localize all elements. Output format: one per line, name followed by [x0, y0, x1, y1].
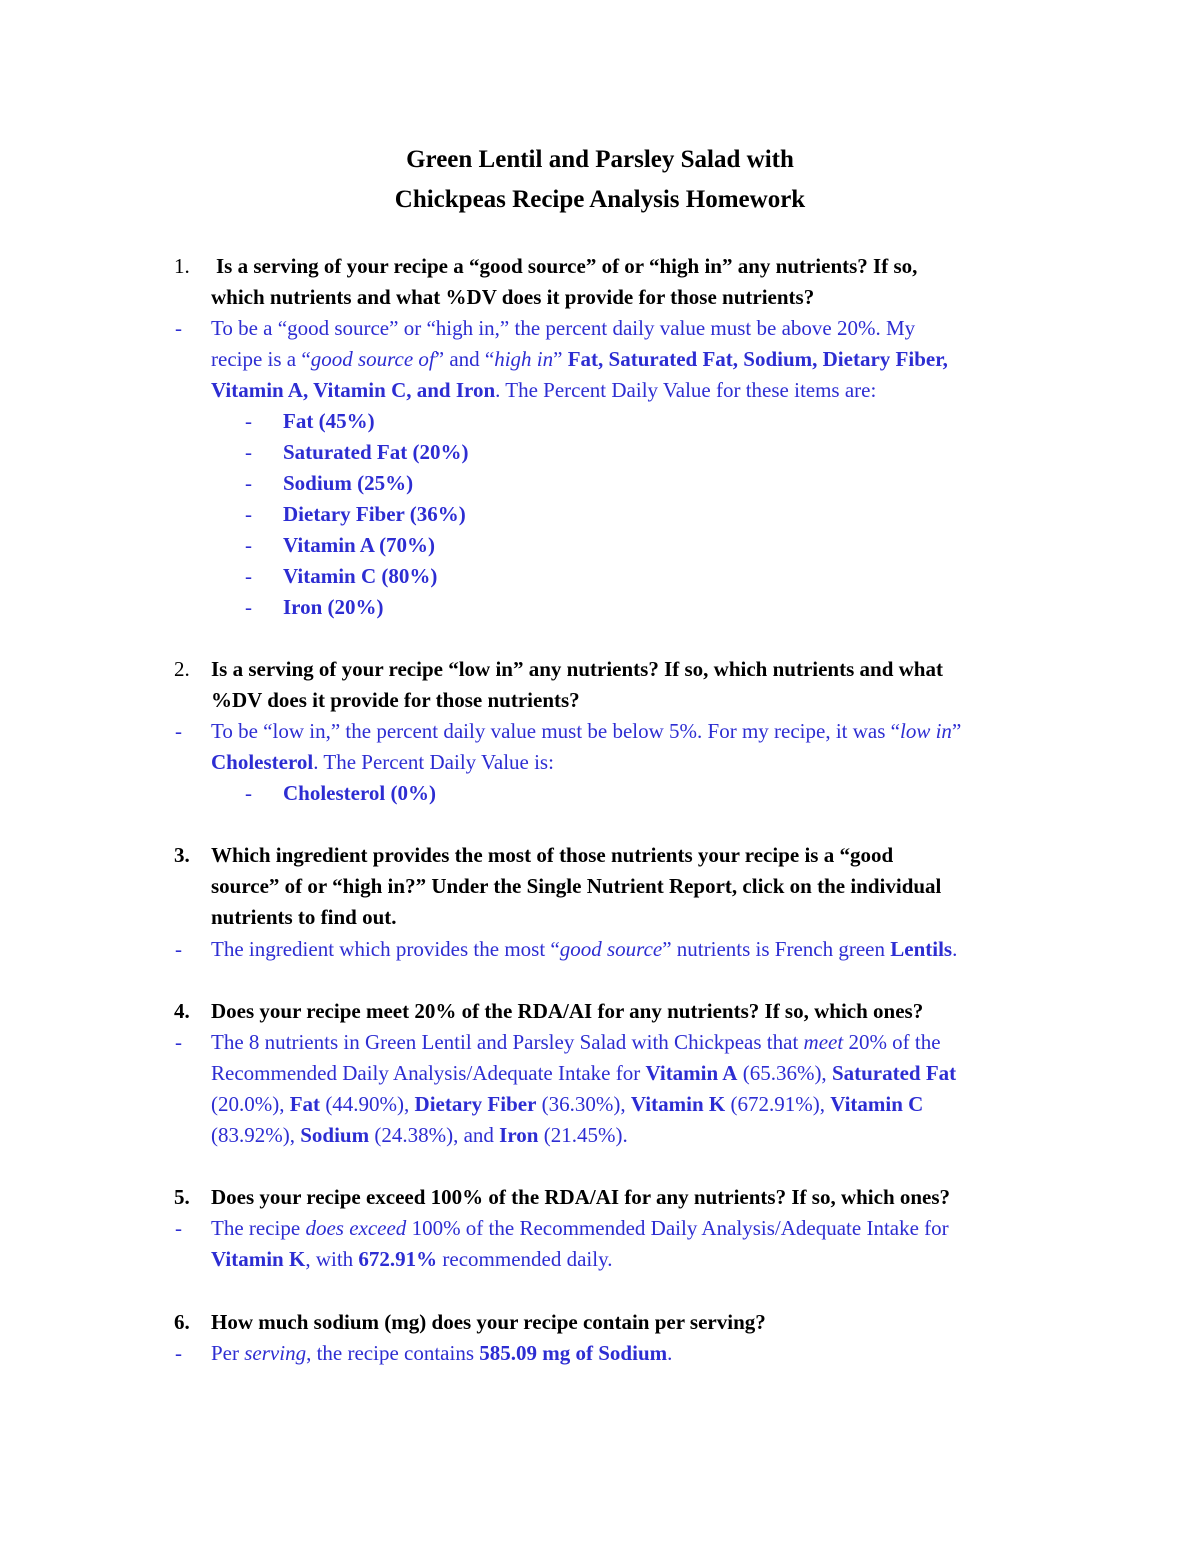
list-item: Saturated Fat (20%) — [283, 440, 469, 464]
q4-answer-line-1: The 8 nutrients in Green Lentil and Parsley Salad with Chickpeas that meet 20% of the — [211, 1030, 941, 1054]
list-bullet: - — [245, 471, 252, 495]
list-bullet: - — [245, 533, 252, 557]
q4-answer-line-2: Recommended Daily Analysis/Adequate Intake for Vitamin A (65.36%), Saturated Fat — [211, 1061, 957, 1085]
q3-question-line-1: Which ingredient provides the most of those nutrients your recipe is a “good — [211, 843, 894, 867]
q4-number: 4. — [174, 999, 190, 1023]
list-item: Vitamin A (70%) — [283, 533, 436, 557]
q6-answer-bullet: - — [175, 1341, 182, 1365]
q1-number: 1. — [174, 254, 190, 278]
q3-question-line-3: nutrients to find out. — [211, 905, 397, 929]
q1-answer-bullet: - — [175, 316, 182, 340]
q2-answer-line-1: To be “low in,” the percent daily value must be below 5%. For my recipe, it was “low in” — [211, 719, 962, 743]
q5-question-line-1: Does your recipe exceed 100% of the RDA/AI for any nutrients? If so, which ones? — [211, 1185, 951, 1209]
list-bullet: - — [245, 595, 252, 619]
q1-answer-line-3: Vitamin A, Vitamin C, and Iron. The Percent Daily Value for these items are: — [211, 378, 877, 402]
q3-answer-line-1: The ingredient which provides the most “good source” nutrients is French green Lentils. — [211, 937, 958, 961]
q3-answer-bullet: - — [175, 937, 182, 961]
q1-question-line-1: Is a serving of your recipe a “good source” of or “high in” any nutrients? If so, — [216, 254, 918, 278]
q5-answer-line-1: The recipe does exceed 100% of the Recommended Daily Analysis/Adequate Intake for — [211, 1216, 949, 1240]
list-item: Fat (45%) — [283, 409, 375, 433]
list-bullet: - — [245, 564, 252, 588]
q6-answer-line-1: Per serving, the recipe contains 585.09 mg of Sodium. — [211, 1341, 673, 1365]
q3-question-line-2: source” of or “high in?” Under the Single Nutrient Report, click on the individual — [211, 874, 942, 898]
list-item: Iron (20%) — [283, 595, 384, 619]
q2-answer-bullet: - — [175, 719, 182, 743]
list-item: Vitamin C (80%) — [283, 564, 438, 588]
q2-question-line-2: %DV does it provide for those nutrients? — [211, 688, 580, 712]
q4-answer-line-4: (83.92%), Sodium (24.38%), and Iron (21.45%). — [211, 1123, 628, 1147]
q2-number: 2. — [174, 657, 190, 681]
q4-question-line-1: Does your recipe meet 20% of the RDA/AI for any nutrients? If so, which ones? — [211, 999, 924, 1023]
document-title-line-1: Green Lentil and Parsley Salad with — [406, 146, 794, 173]
document-title-line-2: Chickpeas Recipe Analysis Homework — [394, 186, 806, 213]
list-bullet: - — [245, 502, 252, 526]
q4-answer-bullet: - — [175, 1030, 182, 1054]
list-bullet: - — [245, 409, 252, 433]
q4-answer-line-3: (20.0%), Fat (44.90%), Dietary Fiber (36.30%), Vitamin K (672.91%), Vitamin C — [211, 1092, 924, 1116]
list-bullet: - — [245, 781, 252, 805]
q5-answer-bullet: - — [175, 1216, 182, 1240]
q6-number: 6. — [174, 1310, 190, 1334]
list-item: Dietary Fiber (36%) — [283, 502, 466, 526]
list-item: Sodium (25%) — [283, 471, 414, 495]
q1-answer-line-1: To be a “good source” or “high in,” the percent daily value must be above 20%. My — [211, 316, 916, 340]
q5-answer-line-2: Vitamin K, with 672.91% recommended daily. — [211, 1247, 613, 1271]
q2-answer-line-2: Cholesterol. The Percent Daily Value is: — [211, 750, 554, 774]
q6-question-line-1: How much sodium (mg) does your recipe contain per serving? — [211, 1310, 766, 1334]
list-item: Cholesterol (0%) — [283, 781, 436, 805]
q1-question-line-2: which nutrients and what %DV does it provide for those nutrients? — [211, 285, 815, 309]
q2-question-line-1: Is a serving of your recipe “low in” any nutrients? If so, which nutrients and what — [211, 657, 943, 681]
q1-answer-line-2: recipe is a “good source of” and “high in” Fat, Saturated Fat, Sodium, Dietary Fiber, — [211, 347, 948, 371]
list-bullet: - — [245, 440, 252, 464]
q5-number: 5. — [174, 1185, 190, 1209]
q3-number: 3. — [174, 843, 190, 867]
